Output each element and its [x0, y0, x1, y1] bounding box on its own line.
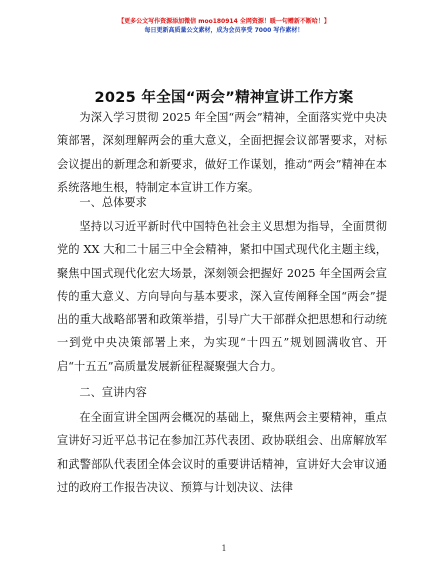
intro-paragraph: 为深入学习贯彻 2025 年全国“两会”精神，全面落实党中央决策部署，深刻理解两会的重大意义，全面把握会议部署要求，对标会议提出的新理念和新要求，做好工作谋划，推动“两会”精神在本系统落地生根，特制定本宣讲工作方案。 — [57, 111, 387, 194]
section-1-paragraph: 坚持以习近平新时代中国特色社会主义思想为指导，全面贯彻党的 XX 大和二十届三中全会精神，紧扣中国式现代化主题主线，聚焦中国式现代化宏大场景，深刻领会把握好 2025 年全国两会宣传的重大意义、方向导向与基本要求，深入宣传阐释全国“两会”提出的重大战略部署和政策举措，引导广大干部群众把思想和行动统一到党中央决策部署上来，为实现“十四五”规划圆满收官、开启“十五五”高质量发展新征程凝聚强大合力。 — [57, 220, 387, 373]
page-number: 1 — [221, 544, 227, 553]
promo-banner-line-1: 【更多公文写作资源添加微信 moo180914 全网资源！暖一句赠新不断哈！】 — [118, 18, 330, 25]
section-1-heading: 一、总体要求 — [79, 196, 147, 209]
promo-banner-line-2: 每日更新高质量公文素材，成为会员享受 7000 写作素材！ — [144, 27, 304, 34]
section-2-heading: 二、宣讲内容 — [79, 386, 147, 399]
document-title: 2025 年全国“两会”精神宣讲工作方案 — [94, 90, 354, 106]
section-2-paragraph: 在全面宣讲全国两会概况的基础上，聚焦两会主要精神，重点宣讲好习近平总书记在参加江苏代表团、政协联组会、出席解放军和武警部队代表团全体会议时的重要讲话精神，宣讲好大会审议通过的政府工作报告决议、预算与计划决议、法律 — [57, 411, 387, 494]
